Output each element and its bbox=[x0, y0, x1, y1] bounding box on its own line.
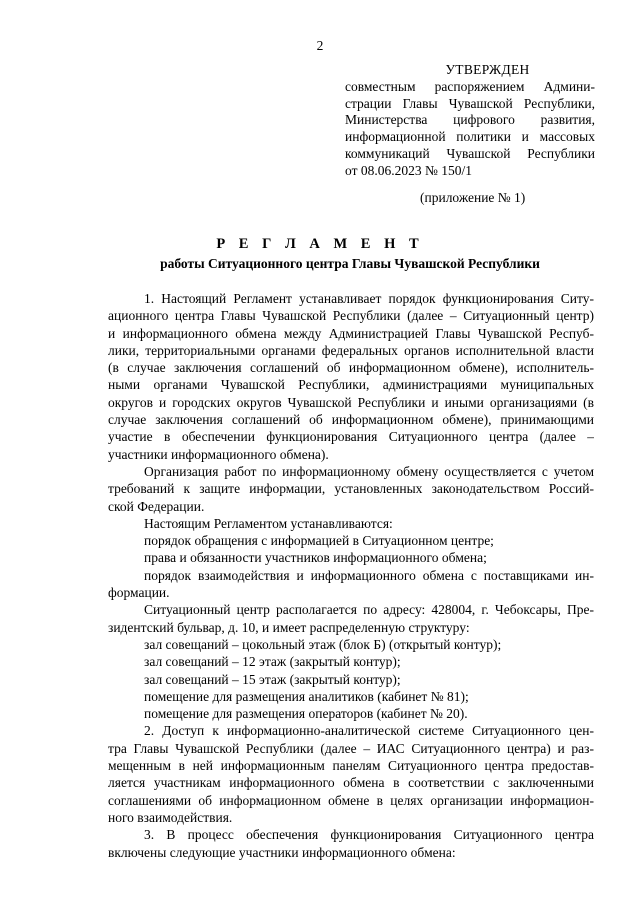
approval-line: Министерства цифрового развития, bbox=[345, 112, 595, 128]
approval-line: информационной политики и массовых bbox=[345, 129, 595, 145]
body-line: формации. bbox=[108, 585, 170, 601]
body-line: требований к защите информации, установленных законодательством Россий- bbox=[108, 481, 594, 497]
body-line: (в случае заключения соглашений об информационном обмене), исполнитель- bbox=[108, 360, 594, 376]
body-line: случае заключения соглашений об информационном обмене), принимающими bbox=[108, 412, 594, 428]
body-line: 2. Доступ к информационно-аналитической системе Ситуационного цен- bbox=[144, 723, 594, 739]
body-line: ного взаимодействия. bbox=[108, 809, 233, 825]
body-line: зал совещаний – цокольный этаж (блок Б) (открытый контур); bbox=[144, 636, 502, 652]
body-line: ской Федерации. bbox=[108, 498, 205, 514]
body-line: помещение для размещения операторов (кабинет № 20). bbox=[144, 706, 468, 722]
approval-line: страции Главы Чувашской Республики, bbox=[345, 95, 595, 111]
approval-title: УТВЕРЖДЕН bbox=[445, 62, 530, 77]
body-line: лики, территориальными органами федеральных органов исполнительной власти bbox=[108, 342, 594, 358]
body-line: участие в обеспечении функционирования Ситуационного центра (далее – bbox=[108, 429, 594, 445]
document-body bbox=[108, 290, 594, 861]
page-number: 2 bbox=[316, 38, 324, 53]
body-line: ляется участникам информационного обмена в соответствии с заключенными bbox=[108, 775, 594, 791]
body-line: округов и городских округов Чувашской Республики и иными организациями (в bbox=[108, 394, 594, 410]
body-line: права и обязанности участников информационного обмена; bbox=[144, 550, 487, 566]
body-line: Настоящим Регламентом устанавливаются: bbox=[144, 515, 393, 531]
body-line: 3. В процесс обеспечения функционирования Ситуационного центра bbox=[144, 827, 594, 843]
document-subtitle: работы Ситуационного центра Главы Чувашской Республики bbox=[160, 256, 540, 271]
body-line: 1. Настоящий Регламент устанавливает порядок функционирования Ситу- bbox=[144, 291, 594, 306]
body-line: ными органами Чувашской Республики, администрациями муниципальных bbox=[108, 377, 594, 393]
annex-label: (приложение № 1) bbox=[420, 190, 526, 205]
body-line: и информационного обмена между Администрацией Главы Чувашской Респуб- bbox=[108, 325, 594, 341]
body-line: порядок взаимодействия и информационного обмена с поставщиками ин- bbox=[144, 567, 594, 583]
approval-line: от 08.06.2023 № 150/1 bbox=[345, 162, 472, 178]
body-line: ационного центра Главы Чувашской Республики (далее – Ситуационный центр) bbox=[108, 308, 594, 324]
body-line: включены следующие участники информационного обмена: bbox=[108, 844, 456, 860]
approval-line: совместным распоряжением Админи- bbox=[345, 78, 595, 94]
body-line: зал совещаний – 15 этаж (закрытый контур); bbox=[144, 671, 401, 687]
body-line: порядок обращения с информацией в Ситуационном центре; bbox=[144, 533, 494, 549]
body-line: зидентский бульвар, д. 10, и имеет распределенную структуру: bbox=[108, 619, 470, 635]
body-line: Организация работ по информационному обмену осуществляется с учетом bbox=[144, 463, 594, 479]
body-line: участники информационного обмена). bbox=[108, 446, 329, 462]
approval-block bbox=[345, 62, 595, 180]
body-line: помещение для размещения аналитиков (кабинет № 81); bbox=[144, 688, 469, 704]
body-line: соглашениями об информационном обмене в целях организации информацион- bbox=[108, 792, 594, 808]
approval-line: коммуникаций Чувашской Республики bbox=[345, 145, 595, 161]
body-line: тра Главы Чувашской Республики (далее – ИАС Ситуационного центра) и раз- bbox=[108, 740, 594, 756]
document-title: Р Е Г Л А М Е Н Т bbox=[216, 236, 424, 252]
body-line: мещенным в ней информационным панелям Ситуационного центра предостав- bbox=[108, 758, 594, 774]
body-line: зал совещаний – 12 этаж (закрытый контур); bbox=[144, 654, 401, 670]
body-line: Ситуационный центр располагается по адресу: 428004, г. Чебоксары, Пре- bbox=[144, 602, 594, 618]
